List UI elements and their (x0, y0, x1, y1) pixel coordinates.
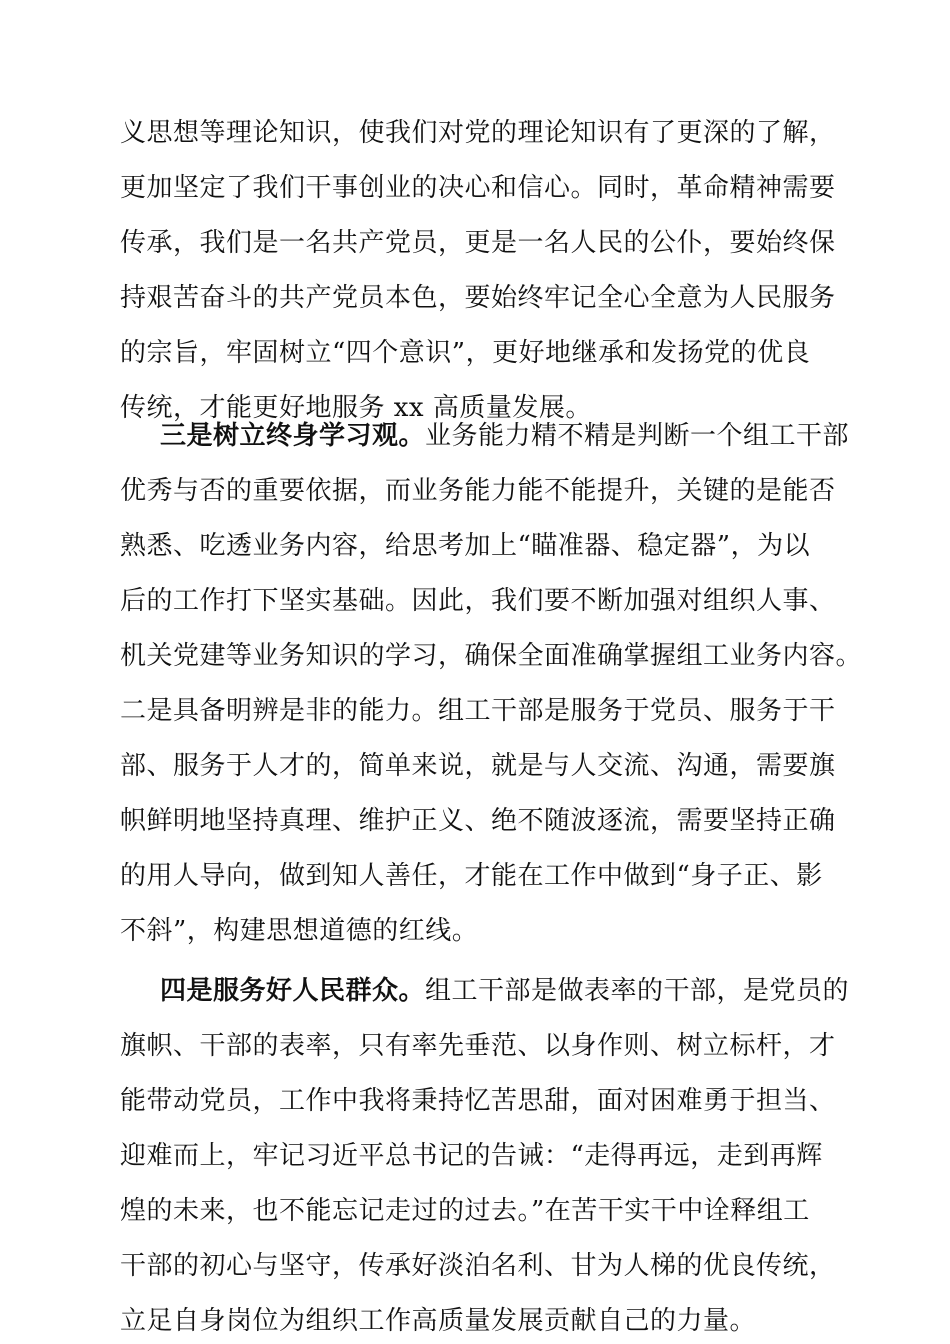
paragraph-2-line: 优秀与否的重要依据，而业务能力能不能提升，关键的是能否 (120, 476, 836, 506)
paragraph-3-line: 能带动党员，工作中我将秉持忆苦思甜，面对困难勇于担当、 (120, 1086, 836, 1116)
paragraph-2-line: 二是具备明辨是非的能力。组工干部是服务于党员、服务于干 (120, 696, 836, 726)
paragraph-2-line: 机关党建等业务知识的学习，确保全面准确掌握组工业务内容。 (120, 641, 863, 671)
paragraph-3-line: 立足自身岗位为组织工作高质量发展贡献自己的力量。 (120, 1306, 757, 1336)
paragraph-1-line: 的宗旨，牢固树立“四个意识”，更好地继承和发扬党的优良 (120, 338, 811, 368)
paragraph-3-first-text: 组工干部是做表率的干部，是党员的 (425, 976, 850, 1006)
paragraph-2-line: 熟悉、吃透业务内容，给思考加上“瞄准器、稳定器”，为以 (120, 531, 811, 561)
paragraph-2-line: 后的工作打下坚实基础。因此，我们要不断加强对组织人事、 (120, 586, 836, 616)
paragraph-1-line: 传承，我们是一名共产党员，更是一名人民的公仆，要始终保 (120, 228, 836, 258)
paragraph-1-line: 传统，才能更好地服务 xx 高质量发展。 (120, 393, 592, 423)
paragraph-2-first-line (160, 419, 849, 453)
paragraph-3-line: 干部的初心与坚守，传承好淡泊名利、甘为人梯的优良传统， (120, 1251, 836, 1281)
paragraph-2-line: 的用人导向，做到知人善任，才能在工作中做到“身子正、影 (120, 861, 823, 891)
paragraph-1-line: 更加坚定了我们干事创业的决心和信心。同时，革命精神需要 (120, 173, 836, 203)
paragraph-3-heading: 四是服务好人民群众。 (160, 976, 426, 1006)
paragraph-3-line: 煌的未来，也不能忘记走过的过去。”在苦干实干中诠释组工 (120, 1196, 810, 1226)
paragraph-3-line: 旗帜、干部的表率，只有率先垂范、以身作则、树立标杆，才 (120, 1031, 836, 1061)
paragraph-2-line: 帜鲜明地坚持真理、维护正义、绝不随波逐流，需要坚持正确 (120, 806, 836, 836)
paragraph-2-line: 不斜”，构建思想道德的红线。 (120, 916, 479, 946)
paragraph-3-first-line (160, 974, 849, 1008)
paragraph-1-line: 义思想等理论知识，使我们对党的理论知识有了更深的了解， (120, 118, 836, 148)
paragraph-1-line: 持艰苦奋斗的共产党员本色，要始终牢记全心全意为人民服务 (120, 283, 836, 313)
paragraph-2-heading: 三是树立终身学习观。 (160, 421, 426, 451)
paragraph-2-line: 部、服务于人才的，简单来说，就是与人交流、沟通，需要旗 (120, 751, 836, 781)
paragraph-2-first-text: 业务能力精不精是判断一个组工干部 (425, 421, 850, 451)
paragraph-3-line: 迎难而上，牢记习近平总书记的告诫：“走得再远，走到再辉 (120, 1141, 823, 1171)
